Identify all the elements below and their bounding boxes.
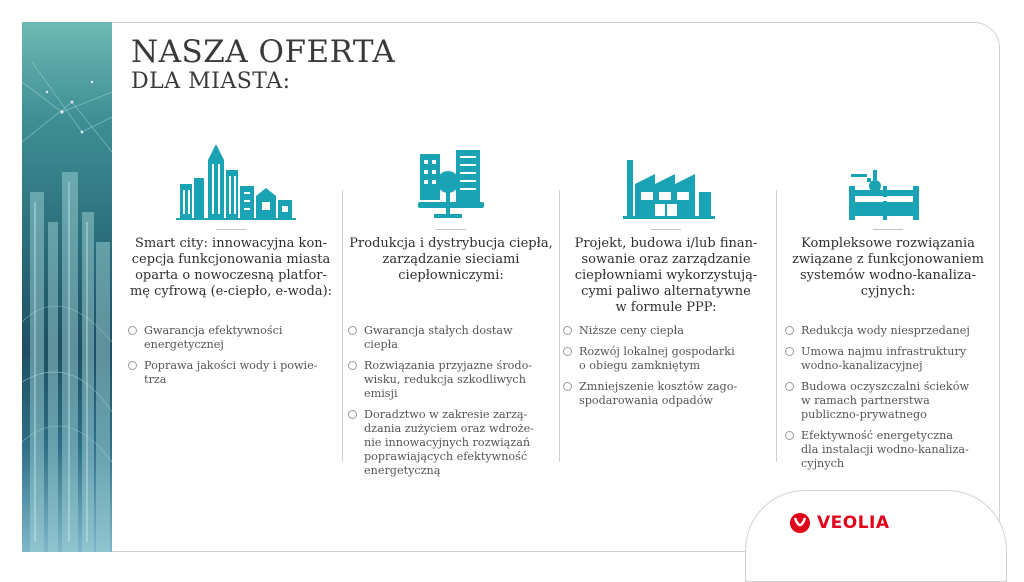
list-item: Redukcja wody niesprzedanej — [785, 324, 991, 338]
city-photo — [22, 22, 112, 552]
column-heading: Kompleksowe rozwiązania związane z funkcjonowaniem systemów wodno-kanaliza- cyjnych: — [792, 236, 984, 299]
column-heading: Produkcja i dystrybucja ciepła, zarządzanie sieciami ciepłowniczymi: — [349, 236, 553, 283]
bullet-circle-icon — [348, 326, 357, 335]
heading-separator — [216, 229, 246, 230]
veolia-emblem-icon — [789, 512, 811, 534]
bullet-circle-icon — [785, 326, 794, 335]
heat-network-icon — [348, 140, 554, 226]
list-item: Niższe ceny ciepła — [563, 324, 769, 338]
heading-separator — [651, 229, 681, 230]
column-divider — [559, 190, 560, 462]
bullet-circle-icon — [785, 347, 794, 356]
bullet-circle-icon — [348, 410, 357, 419]
benefit-list — [563, 324, 769, 415]
bullet-circle-icon — [563, 347, 572, 356]
water-pipe-valve-icon — [785, 140, 991, 226]
bullet-circle-icon — [128, 361, 137, 370]
benefit-list — [348, 324, 554, 485]
bullet-circle-icon — [563, 382, 572, 391]
page-subtitle: DLA MIASTA: — [131, 69, 291, 94]
list-item: Rozwiązania przyjazne środo- wisku, redukcja szkodliwych emisji — [348, 359, 554, 401]
page-title: NASZA OFERTA — [131, 34, 396, 70]
bullet-circle-icon — [785, 382, 794, 391]
list-item: Zmniejszenie kosztów zago- spodarowania odpadów — [563, 380, 769, 408]
column-divider — [342, 190, 343, 462]
bullet-circle-icon — [128, 326, 137, 335]
bullet-circle-icon — [785, 431, 794, 440]
list-item: Efektywność energetyczna dla instalacji wodno-kanaliza- cyjnych — [785, 429, 991, 471]
heading-separator — [436, 229, 466, 230]
logo-text: VEOLIA — [817, 513, 890, 533]
list-item: Gwarancja efektywności energetycznej — [128, 324, 334, 352]
benefit-list — [128, 324, 334, 394]
smart-city-icon — [128, 140, 334, 226]
list-item: Rozwój lokalnej gospodarki o obiegu zamkniętym — [563, 345, 769, 373]
column-heading: Smart city: innowacyjna kon- cepcja funkcjonowania miasta oparta o nowoczesną platfor- mę cyfrową (e-ciepło, e-woda): — [129, 236, 333, 299]
list-item: Umowa najmu infrastruktury wodno-kanalizacyjnej — [785, 345, 991, 373]
logo-tab — [745, 490, 1007, 582]
benefit-list — [785, 324, 991, 478]
list-item: Doradztwo w zakresie zarzą- dzania zużyciem oraz wdroże- nie innowacyjnych rozwiązań poprawiających efektywność energetyczną — [348, 408, 554, 478]
column-heading: Projekt, budowa i/lub finan- sowanie oraz zarządzanie ciepłowniami wykorzystują- cymi paliwo alternatywne w formule PPP: — [574, 236, 758, 315]
heading-separator — [873, 229, 903, 230]
bullet-circle-icon — [348, 361, 357, 370]
veolia-logo — [789, 510, 890, 536]
column-divider — [776, 190, 777, 462]
list-item: Budowa oczyszczalni ścieków w ramach partnerstwa publiczno-prywatnego — [785, 380, 991, 422]
factory-icon — [563, 140, 769, 226]
list-item: Gwarancja stałych dostaw ciepła — [348, 324, 554, 352]
bullet-circle-icon — [563, 326, 572, 335]
list-item: Poprawa jakości wody i powie- trza — [128, 359, 334, 387]
